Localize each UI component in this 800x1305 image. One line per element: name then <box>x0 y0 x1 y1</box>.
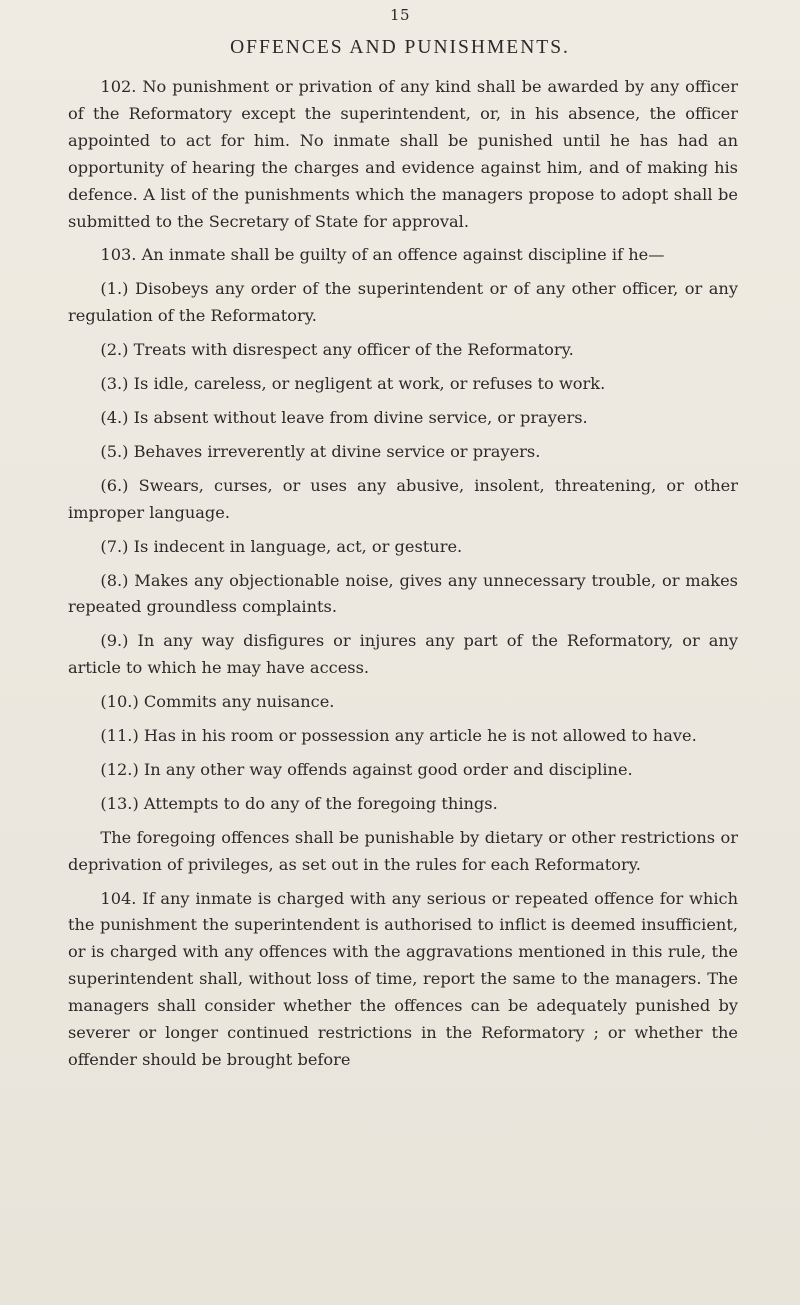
rule-102-paragraph: 102. No punishment or privation of any kind shall be awarded by any officer of the Reformatory except the superintendent, or, in his absence, the officer appointed to act for him. No inmate shall be punished until he has had an opportunity of hearing the charges and evidence against him, and of making his defence. A list of the punishments which the managers propose to adopt shall be submitted to the Secretary of State for approval. <box>68 77 738 231</box>
offence-clause-10: (10.) Commits any nuisance. <box>100 692 335 712</box>
offence-clause-13: (13.) Attempts to do any of the foregoing things. <box>100 793 498 813</box>
rule-103-intro: 103. An inmate shall be guilty of an offence against discipline if he— <box>100 245 665 265</box>
offence-clause-7: (7.) Is indecent in language, act, or gesture. <box>100 536 463 556</box>
offence-clause-12: (12.) In any other way offends against good order and discipline. <box>100 759 633 779</box>
rule-104-paragraph: 104. If any inmate is charged with any serious or repeated offence for which the punishment the superintendent is authorised to inflict is deemed insufficient, or is charged with any offences with the aggravations mentioned in this rule, the superintendent shall, without loss of time, report the same to the managers. The managers shall consider whether the offences can be adequately punished by severer or longer continued restrictions in the Reformatory ; or whether the offender should be brought before <box>68 888 738 1069</box>
offence-clause-9: (9.) In any way disfigures or injures any part of the Reformatory, or any article to which he may have access. <box>68 631 738 678</box>
offence-clause-1: (1.) Disobeys any order of the superintendent or of any other officer, or any regulation of the Reformatory. <box>68 279 738 326</box>
offence-clause-4: (4.) Is absent without leave from divine service, or prayers. <box>100 407 588 427</box>
offence-clause-5: (5.) Behaves irreverently at divine service or prayers. <box>100 441 541 461</box>
rule-103-closing: The foregoing offences shall be punishable by dietary or other restrictions or deprivation of privileges, as set out in the rules for each Reformatory. <box>68 827 738 874</box>
offence-clause-3: (3.) Is idle, careless, or negligent at work, or refuses to work. <box>100 374 606 394</box>
document-body <box>68 74 738 1081</box>
section-heading: OFFENCES AND PUNISHMENTS. <box>230 37 570 58</box>
page-number: 15 <box>389 6 411 24</box>
offence-clause-2: (2.) Treats with disrespect any officer of the Reformatory. <box>100 340 574 360</box>
offence-clause-8: (8.) Makes any objectionable noise, gives any unnecessary trouble, or makes repeated groundless complaints. <box>68 570 738 617</box>
offence-clause-6: (6.) Swears, curses, or uses any abusive, insolent, threatening, or other improper language. <box>68 475 738 522</box>
offence-clause-11: (11.) Has in his room or possession any article he is not allowed to have. <box>100 726 697 746</box>
